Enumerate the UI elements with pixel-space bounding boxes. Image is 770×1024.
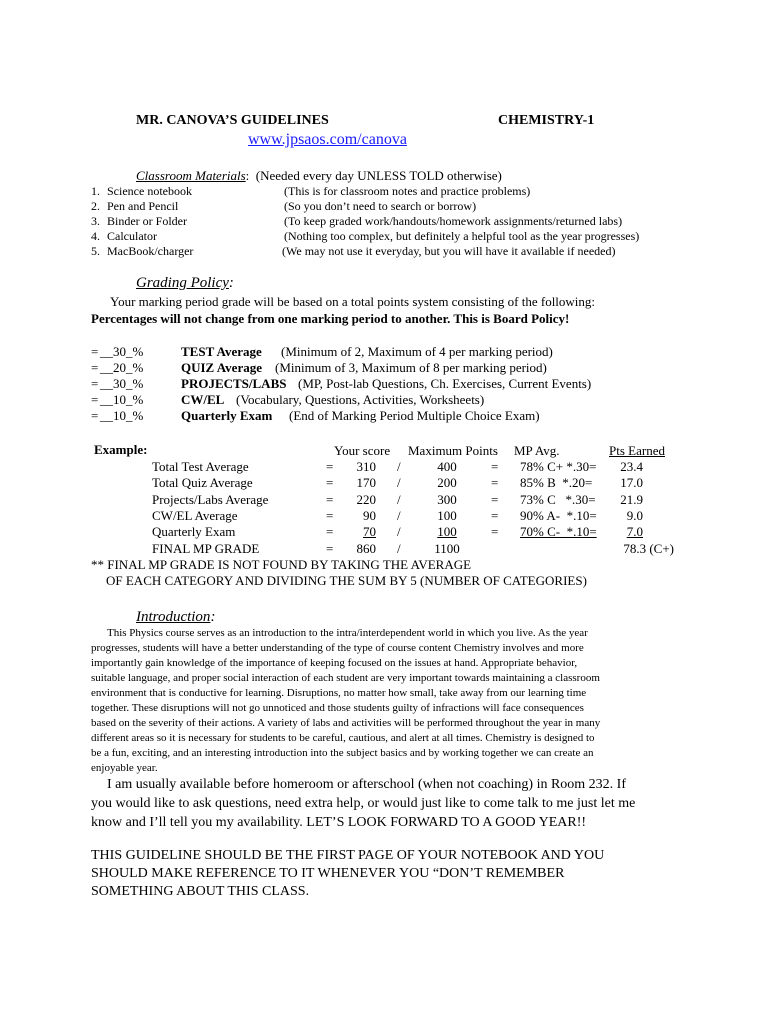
introduction-heading-row [136,609,215,626]
row-slash: / [397,475,401,490]
materials-note: (Needed every day UNLESS TOLD otherwise) [255,168,502,183]
introduction-line: enjoyable year. [91,762,158,774]
closing-line: SOMETHING ABOUT THIS CLASS. [91,884,310,899]
header-mp-avg: MP Avg. [514,443,560,458]
grading-policy-note: Percentages will not change from one marking period to another. This is Board Policy! [91,311,570,326]
introduction-line: different areas so it is necessary for students to be careful, cautious, and alert at all times. Chemistry is designed to [91,732,595,744]
example-label: Example: [94,442,148,457]
materials-item-name: Calculator [107,229,157,243]
weight-percent: __20_% [100,360,144,375]
row-category: Projects/Labs Average [152,492,269,507]
row-mp-avg: 78% C+ *.30= [520,459,597,474]
closing-line: THIS GUIDELINE SHOULD BE THE FIRST PAGE OF YOUR NOTEBOOK AND YOU [91,848,605,863]
row-equals: = [326,508,334,523]
row-mp-avg: 90% A- *.10= [520,508,597,523]
availability-line: I am usually available before homeroom or afterschool (when not coaching) in Room 232. If [107,777,627,792]
row-score: 310 [356,459,376,474]
row-slash: / [397,508,401,523]
row-max: 100 [437,524,457,539]
row-category: Quarterly Exam [152,524,236,539]
introduction-line: progresses, students will have a better understanding of the type of course content Chemistry involves and more [91,642,584,654]
row-mp-avg: 70% C- *.10= [520,524,597,539]
header-maximum-points: Maximum Points [408,443,498,458]
materials-item-description: (We may not use it everyday, but you will have it available if needed) [282,244,616,258]
example-footnote-line-1: ** FINAL MP GRADE IS NOT FOUND BY TAKING THE AVERAGE [91,557,472,572]
weight-percent: __30_% [100,376,144,391]
weight-equals: = [91,360,99,375]
introduction-heading-colon: : [210,609,216,625]
course-name: CHEMISTRY-1 [498,113,595,128]
weight-category: Quarterly Exam [181,408,273,423]
materials-item-description: (This is for classroom notes and practice problems) [284,184,531,198]
weight-equals: = [91,344,99,359]
row-pts: 17.0 [620,475,643,490]
introduction-line: together. These disruptions will not go unnoticed and those students guilty of infractions will face consequences [91,702,584,714]
materials-heading-row [136,168,502,184]
materials-heading: Classroom Materials [136,168,246,183]
weight-equals: = [91,376,99,391]
page-title: MR. CANOVA’S GUIDELINES [136,113,329,128]
row-equals-2: = [491,508,499,523]
introduction-heading: Introduction [136,609,211,625]
row-pts: 7.0 [626,524,643,539]
row-equals: = [326,492,334,507]
weight-equals: = [91,408,99,423]
materials-item-description: (To keep graded work/handouts/homework assignments/returned labs) [284,214,623,228]
row-equals: = [326,541,334,556]
weight-percent: __30_% [100,344,144,359]
closing-line: SHOULD MAKE REFERENCE TO IT WHENEVER YOU “DON’T REMEMBER [91,866,565,881]
row-equals-2: = [491,459,499,474]
materials-item-number: 2. [91,199,100,213]
row-score: 170 [356,475,376,490]
row-mp-avg: 85% B *.20= [520,475,593,490]
materials-item-number: 3. [91,214,100,228]
materials-item-description: (Nothing too complex, but definitely a helpful tool as the year progresses) [284,229,640,243]
row-equals-2: = [491,475,499,490]
weight-description: (End of Marking Period Multiple Choice Exam) [289,408,540,423]
row-max: 200 [437,475,457,490]
row-equals: = [326,475,334,490]
introduction-line: This Physics course serves as an introduction to the intra/interdependent world in which you live. As the year [107,627,588,639]
materials-item-name: Science notebook [107,184,192,198]
weight-description: (Vocabulary, Questions, Activities, Worksheets) [236,392,485,407]
row-category: Total Test Average [152,459,249,474]
row-equals: = [326,459,334,474]
materials-item-number: 5. [91,244,100,258]
header-your-score: Your score [334,443,391,458]
row-score: 220 [356,492,376,507]
materials-item-name: Binder or Folder [107,214,187,228]
weight-percent: __10_% [100,408,144,423]
availability-line: you would like to ask questions, need extra help, or would just like to come talk to me just let me [91,796,636,811]
row-equals-2: = [491,492,499,507]
weight-category: PROJECTS/LABS [181,376,287,391]
row-category: FINAL MP GRADE [152,541,260,556]
row-max: 400 [437,459,457,474]
row-pts: 23.4 [620,459,643,474]
grading-heading-row [136,275,234,292]
weight-category: CW/EL [181,392,225,407]
course-website-link[interactable]: www.jpsaos.com/canova [248,131,407,148]
row-pts: 78.3 (C+) [623,541,674,556]
materials-item-number: 4. [91,229,100,243]
materials-item-number: 1. [91,184,100,198]
row-slash: / [397,541,401,556]
materials-item-name: MacBook/charger [107,244,194,258]
row-equals-2: = [491,524,499,539]
header-pts-earned: Pts Earned [609,443,665,458]
weight-category: TEST Average [181,344,262,359]
row-pts: 9.0 [626,508,643,523]
row-equals: = [326,524,334,539]
grading-heading-colon: : [228,275,234,291]
materials-heading-colon: : [245,168,250,183]
row-slash: / [397,459,401,474]
row-max: 100 [437,508,457,523]
row-category: Total Quiz Average [152,475,253,490]
row-max: 1100 [434,541,460,556]
row-max: 300 [437,492,457,507]
introduction-line: importantly gain knowledge of the importance of keeping focused on the issues at hand. Appropriate behavior, [91,657,578,669]
row-mp-avg: 73% C *.30= [520,492,596,507]
grading-description: Your marking period grade will be based on a total points system consisting of the following: [110,294,596,309]
row-category: CW/EL Average [152,508,238,523]
weight-equals: = [91,392,99,407]
introduction-line: suitable language, and proper social interaction of each student are very important towards maintaining a classroom [91,672,600,684]
weight-category: QUIZ Average [181,360,262,375]
weight-percent: __10_% [100,392,144,407]
introduction-line: based on the severity of their actions. A variety of labs and activities will be performed throughout the year in many [91,717,601,729]
row-slash: / [397,492,401,507]
row-pts: 21.9 [620,492,643,507]
materials-item-description: (So you don’t need to search or borrow) [284,199,477,213]
introduction-line: be a fun, exciting, and an interesting introduction into the subject basics and by working together we can create an [91,747,594,759]
grading-heading: Grading Policy [136,275,229,291]
row-score: 70 [363,524,376,539]
row-score: 860 [356,541,376,556]
example-footnote-line-2: OF EACH CATEGORY AND DIVIDING THE SUM BY 5 (NUMBER OF CATEGORIES) [106,573,587,588]
weight-description: (Minimum of 3, Maximum of 8 per marking period) [275,360,547,375]
weight-description: (Minimum of 2, Maximum of 4 per marking period) [281,344,553,359]
row-score: 90 [363,508,376,523]
materials-item-name: Pen and Pencil [107,199,179,213]
availability-line: know and I’ll tell you my availability. LET’S LOOK FORWARD TO A GOOD YEAR!! [91,815,587,830]
weight-description: (MP, Post-lab Questions, Ch. Exercises, Current Events) [298,376,592,391]
row-slash: / [397,524,401,539]
introduction-line: environment that is conductive for learning. Disruptions, no matter how small, take away from our learning time [91,687,587,699]
